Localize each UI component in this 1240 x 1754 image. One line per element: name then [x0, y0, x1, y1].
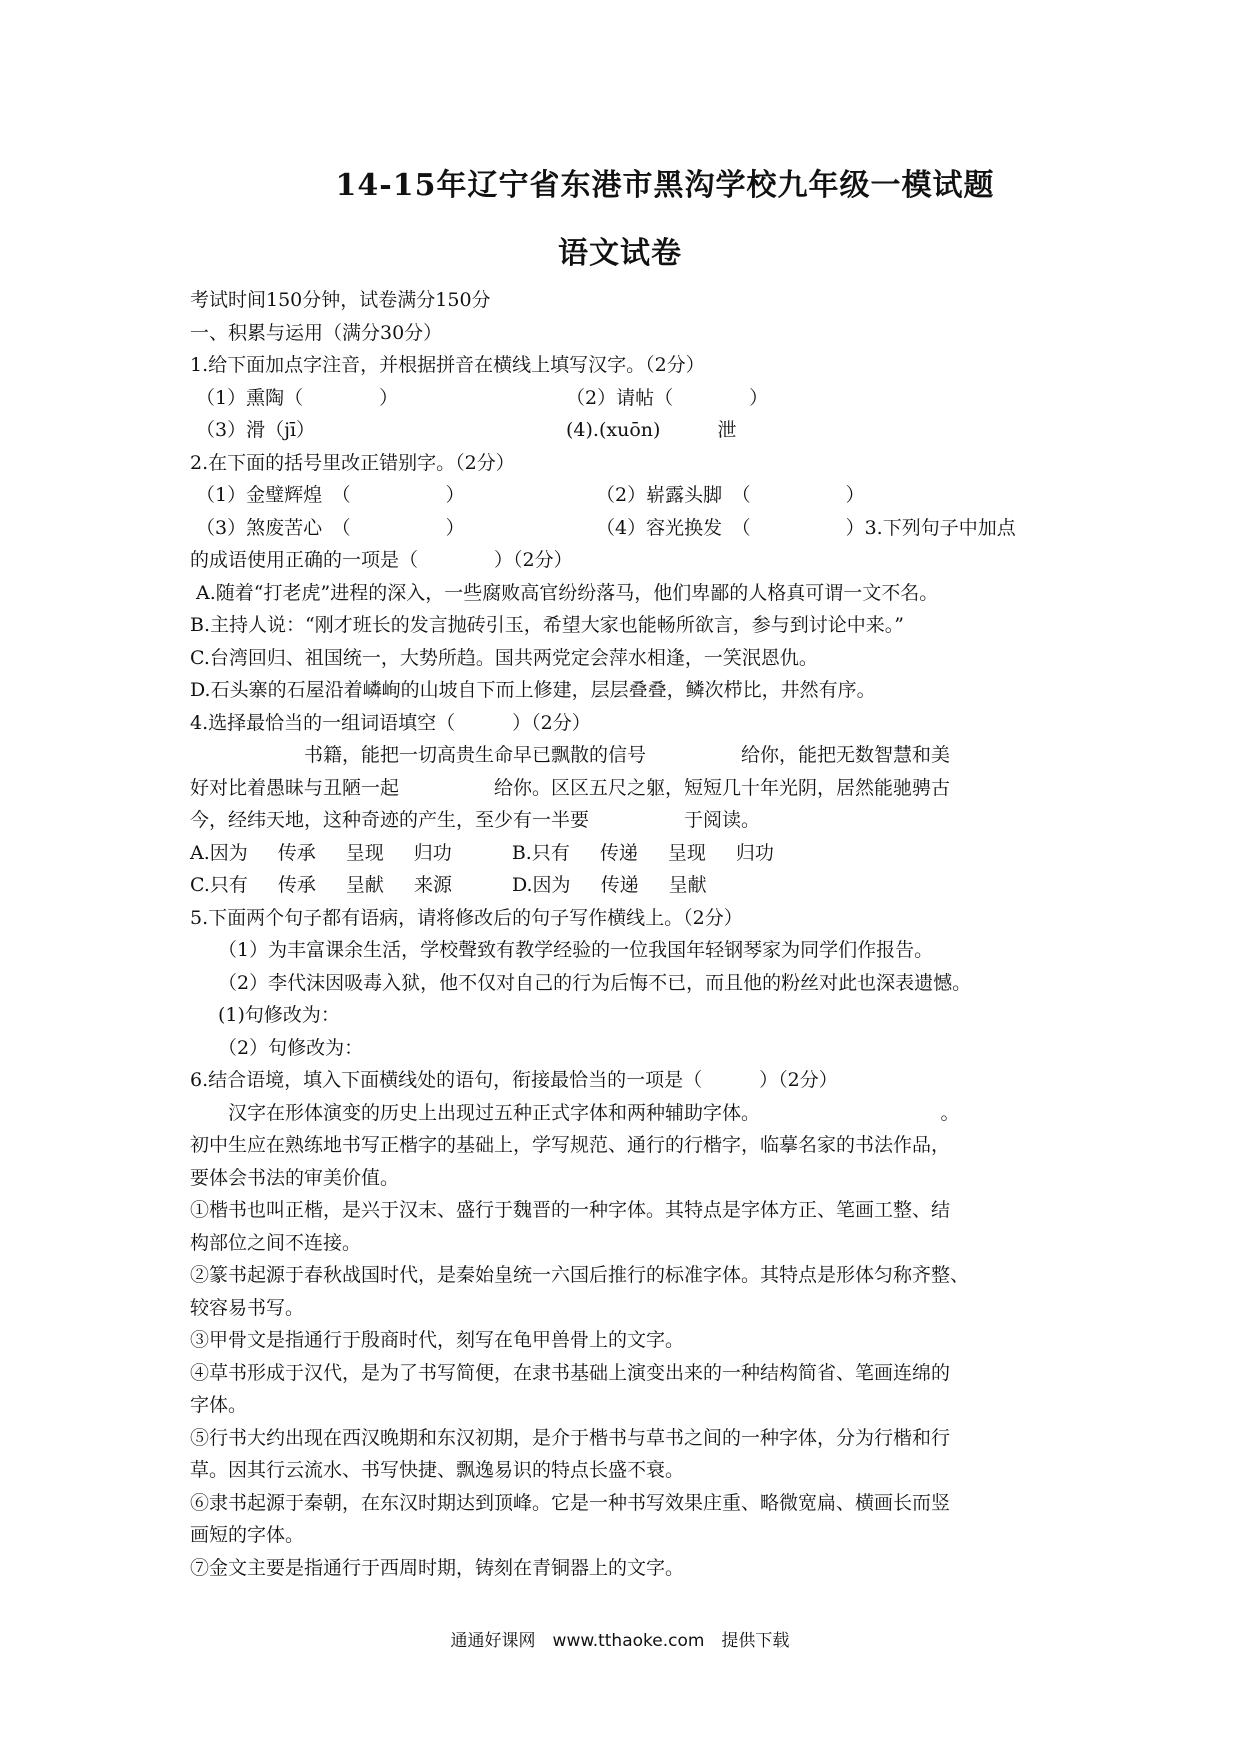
- question-3-option-c: C.台湾回归、祖国统一，大势所趋。国共两党定会萍水相逢，一笑泯恩仇。: [190, 646, 818, 669]
- option-a-word: A.因为: [190, 841, 248, 864]
- question-5-stem: 5.下面两个句子都有语病，请将修改后的句子写作横线上。（2分）: [190, 906, 743, 929]
- question-6-item-line: 构部位之间不连接。: [190, 1231, 362, 1254]
- question-2-item-1: （1）金璧辉煌 （ ）: [196, 484, 465, 506]
- question-6-item-line: ③甲骨文是指通行于殷商时代，刻写在龟甲兽骨上的文字。: [190, 1329, 685, 1351]
- question-2-item-3: （3）煞废苦心 （ ）: [196, 516, 465, 539]
- question-3-option-d: D.石头寨的石屋沿着嶙峋的山坡自下而上修建，层层叠叠，鳞次栉比，井然有序。: [190, 679, 876, 701]
- question-5-answer-2: （2）句修改为：: [218, 1036, 364, 1059]
- question-6-item-line: 草。因其行云流水、书写快捷、飘逸易识的特点长盛不衰。: [190, 1459, 685, 1481]
- question-3-option-a: A.随着“打老虎”进程的深入，一些腐败高官纷纷落马，他们卑鄙的人格真可谓一文不名。: [196, 581, 939, 604]
- question-6-item-line: ①楷书也叫正楷，是兴于汉末、盛行于魏晋的一种字体。其特点是字体方正、笔画工整、结: [190, 1199, 951, 1221]
- question-5-answer-1: (1)句修改为：: [218, 1004, 340, 1026]
- question-2-item-4: （4）容光换发 （ ）3.下列句子中加点: [596, 516, 1016, 539]
- option-d-word: 呈献: [668, 874, 707, 896]
- option-b-word: 归功: [735, 841, 774, 864]
- question-6-item-line: ⑥隶书起源于秦朝，在东汉时期达到顶峰。它是一种书写效果庄重、略微宽扁、横画长而竖: [190, 1491, 951, 1514]
- question-6-item-line: ⑤行书大约出现在西汉晚期和东汉初期，是介于楷书与草书之间的一种字体，分为行楷和行: [190, 1426, 951, 1449]
- question-6-item-line: ④草书形成于汉代，是为了书写简便，在隶书基础上演变出来的一种结构简省、笔画连绵的: [190, 1361, 951, 1384]
- option-c-word: 呈献: [345, 874, 384, 896]
- option-c-word: 传承: [277, 874, 316, 896]
- option-a-word: 归功: [413, 841, 452, 864]
- option-b-word: B.只有: [511, 841, 570, 864]
- question-1-item-3: （3）滑（jī）: [196, 419, 316, 441]
- question-4-options-row-2: [190, 869, 1060, 902]
- option-d-word: 传递: [600, 874, 639, 896]
- question-2-row-1: [190, 479, 1060, 512]
- option-b-word: 传递: [599, 841, 638, 864]
- question-6-item-line: ②篆书起源于春秋战国时代，是秦始皇统一六国后推行的标准字体。其特点是形体匀称齐整、: [190, 1264, 970, 1286]
- question-4-stem: 4.选择最恰当的一组词语填空（ ）（2分）: [190, 711, 591, 734]
- question-3-option-b: B.主持人说：“刚才班长的发言抛砖引玉，希望大家也能畅所欲言，参与到讨论中来。”: [190, 614, 904, 636]
- question-4-passage-line: 今，经纬天地，这种奇迹的产生，至少有一半要 于阅读。: [190, 809, 761, 831]
- question-5-sentence-2: （2）李代沫因吸毒入狱，他不仅对自己的行为后悔不已，而且他的粉丝对此也深表遗憾。: [218, 971, 972, 994]
- question-3-stem: 的成语使用正确的一项是（ ）（2分）: [190, 549, 573, 571]
- question-1-item-2: （2）请帖（ ）: [566, 386, 769, 409]
- question-6-passage-line: 要体会书法的审美价值。: [190, 1166, 400, 1189]
- question-6-passage-line: 汉字在形体演变的历史上出现过五种正式字体和两种辅助字体。 。: [190, 1101, 960, 1124]
- question-6-item-line: ⑦金文主要是指通行于西周时期，铸刻在青铜器上的文字。: [190, 1556, 685, 1579]
- question-6-item-line: 较容易书写。: [190, 1296, 305, 1319]
- page-footer: 通通好课网 www.tthaoke.com 提供下载: [450, 1631, 790, 1651]
- question-1-row-2: [190, 414, 1060, 447]
- question-5-sentence-1: （1）为丰富课余生活，学校聲致有教学经验的一位我国年轻钢琴家为同学们作报告。: [218, 939, 934, 961]
- option-c-word: C.只有: [190, 874, 248, 896]
- question-1-item-4: (4).(xuōn) 泄: [566, 419, 737, 441]
- question-1-item-1: （1）熏陶（ ）: [196, 386, 399, 409]
- option-d-word: D.因为: [511, 874, 571, 896]
- option-a-word: 传承: [277, 841, 316, 864]
- question-6-item-line: 画短的字体。: [190, 1524, 305, 1546]
- page-subtitle: 语文试卷: [558, 236, 682, 271]
- question-4-passage-line: 好对比着愚昧与丑陋一起 给你。区区五尺之躯，短短几十年光阴，居然能驰骋古: [190, 776, 951, 799]
- option-b-word: 呈现: [667, 841, 706, 864]
- option-c-word: 来源: [413, 874, 452, 896]
- question-6-passage-line: 初中生应在熟练地书写正楷字的基础上，学写规范、通行的行楷字，临摹名家的书法作品，: [190, 1134, 951, 1156]
- question-1-row-1: [190, 382, 1060, 415]
- section-heading: 一、积累与运用（满分30分）: [190, 321, 443, 344]
- question-2-row-2: [190, 512, 1060, 545]
- option-a-word: 呈现: [345, 841, 384, 864]
- question-4-options-row-1: [190, 837, 1060, 870]
- question-2-item-2: （2）崭露头脚 （ ）: [596, 484, 865, 506]
- question-1-stem: 1.给下面加点字注音，并根据拼音在横线上填写汉字。（2分）: [190, 354, 705, 376]
- question-4-passage-line: 书籍，能把一切高贵生命早已飘散的信号 给你，能把无数智慧和美: [190, 744, 951, 766]
- question-2-stem: 2.在下面的括号里改正错别字。（2分）: [190, 451, 515, 474]
- question-6-item-line: 字体。: [190, 1394, 248, 1416]
- exam-body: [190, 284, 1060, 1584]
- exam-info: 考试时间150分钟，试卷满分150分: [190, 289, 491, 311]
- question-6-stem: 6.结合语境，填入下面横线处的语句，衔接最恰当的一项是（ ）（2分）: [190, 1069, 838, 1091]
- page-title: 14-15年辽宁省东港市黑沟学校九年级一模试题: [335, 168, 995, 203]
